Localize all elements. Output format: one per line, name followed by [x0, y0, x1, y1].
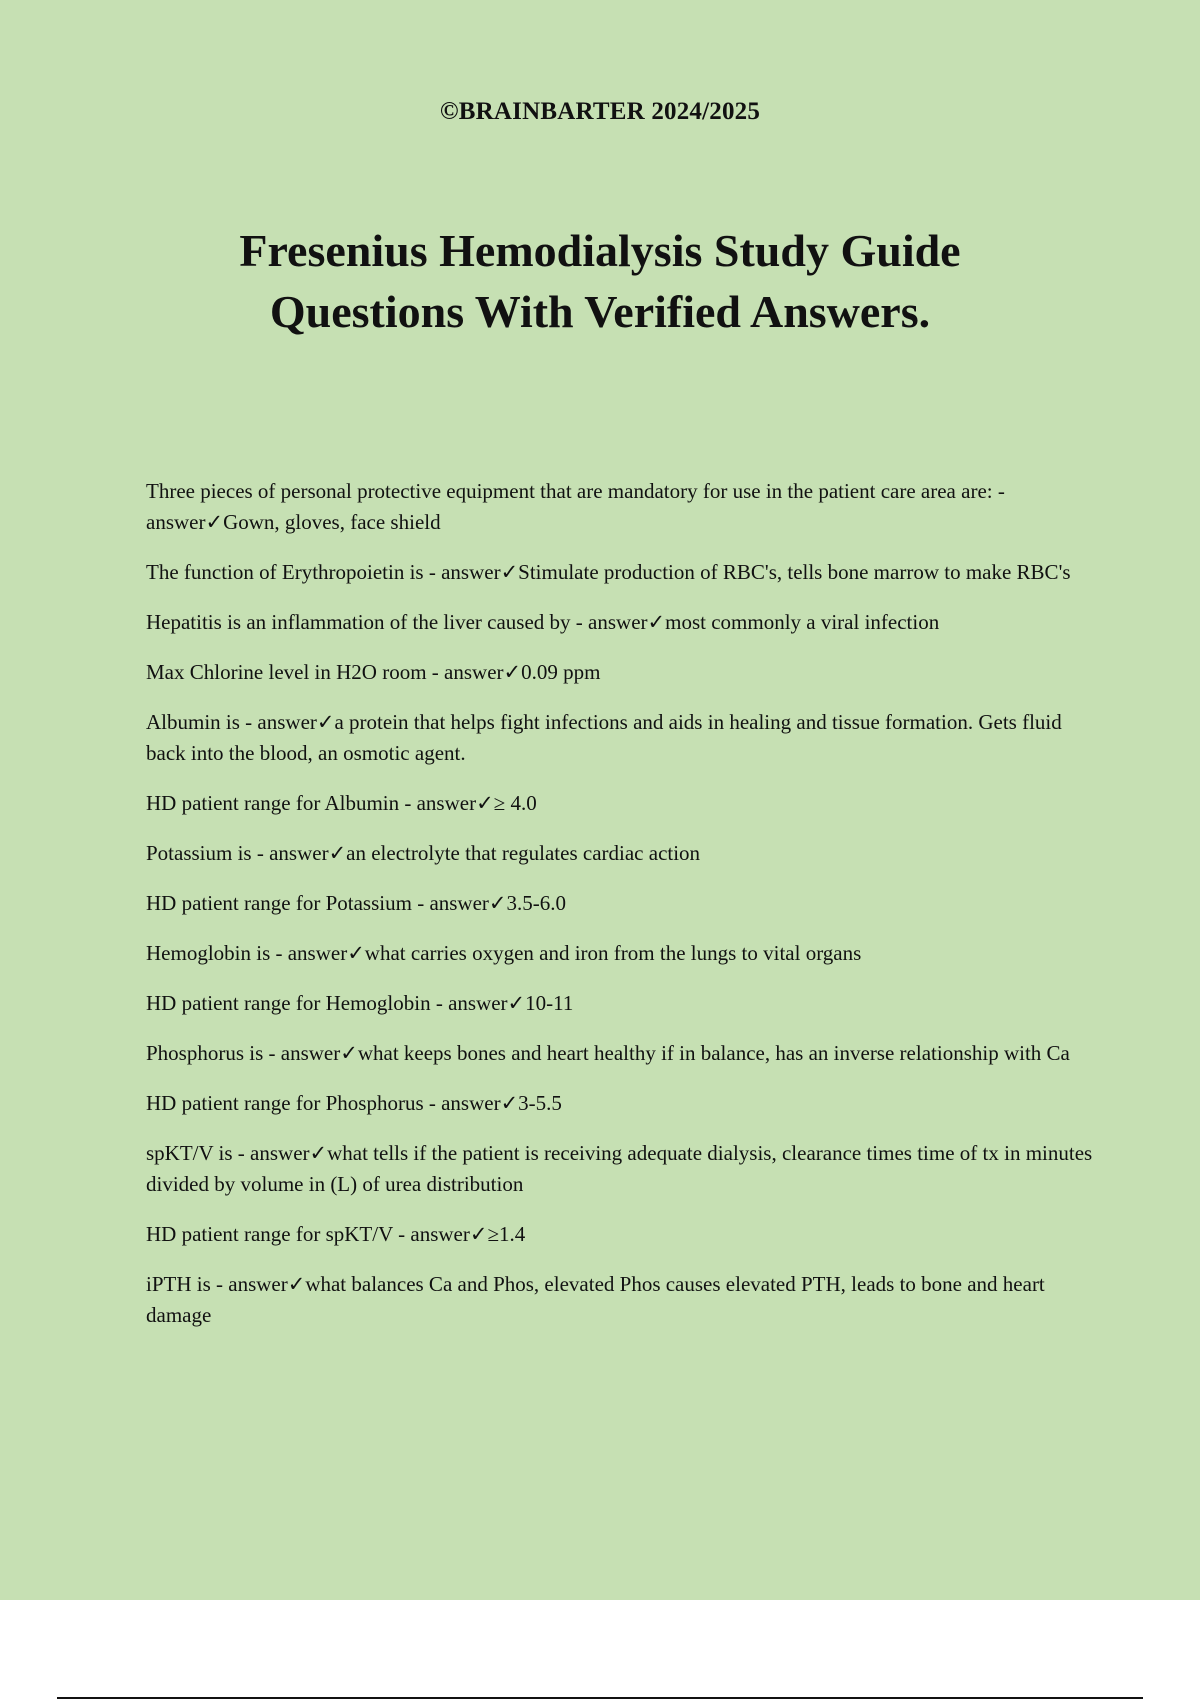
copyright-header: ©BRAINBARTER 2024/2025: [439, 98, 761, 125]
title-line-2: Questions With Verified Answers.: [269, 286, 931, 337]
qa-item: Phosphorus is - answer✓what keeps bones and heart healthy if in balance, has an inverse relationship with Ca: [146, 1041, 1070, 1065]
qa-item: Albumin is - answer✓a protein that helps fight infections and aids in healing and tissue formation. Gets fluid back into the blood, an osmotic agent.: [146, 710, 1062, 765]
qa-item: Three pieces of personal protective equipment that are mandatory for use in the patient care area are: - answer✓Gown, gloves, face shield: [146, 479, 1005, 534]
qa-item: Max Chlorine level in H2O room - answer✓0.09 ppm: [146, 660, 601, 684]
bottom-divider: [57, 1697, 1143, 1699]
qa-item: HD patient range for spKT/V - answer✓≥1.4: [146, 1222, 526, 1246]
qa-item: spKT/V is - answer✓what tells if the patient is receiving adequate dialysis, clearance times time of tx in minutes divided by volume in (L) of urea distribution: [146, 1141, 1093, 1196]
qa-item: HD patient range for Potassium - answer✓3.5-6.0: [146, 891, 566, 915]
qa-item: The function of Erythropoietin is - answer✓Stimulate production of RBC's, tells bone marrow to make RBC's: [146, 560, 1071, 584]
qa-item: Hemoglobin is - answer✓what carries oxygen and iron from the lungs to vital organs: [146, 941, 862, 965]
qa-item: HD patient range for Phosphorus - answer✓3-5.5: [146, 1091, 562, 1115]
qa-item: Potassium is - answer✓an electrolyte that regulates cardiac action: [146, 841, 701, 865]
qa-list: [146, 476, 1096, 1350]
qa-item: iPTH is - answer✓what balances Ca and Phos, elevated Phos causes elevated PTH, leads to bone and heart damage: [146, 1272, 1045, 1327]
qa-item: HD patient range for Albumin - answer✓≥ 4.0: [146, 791, 537, 815]
title-line-1: Fresenius Hemodialysis Study Guide: [239, 225, 961, 276]
document-title: [0, 220, 1200, 342]
qa-item: HD patient range for Hemoglobin - answer✓10-11: [146, 991, 574, 1015]
qa-item: Hepatitis is an inflammation of the liver caused by - answer✓most commonly a viral infection: [146, 610, 940, 634]
